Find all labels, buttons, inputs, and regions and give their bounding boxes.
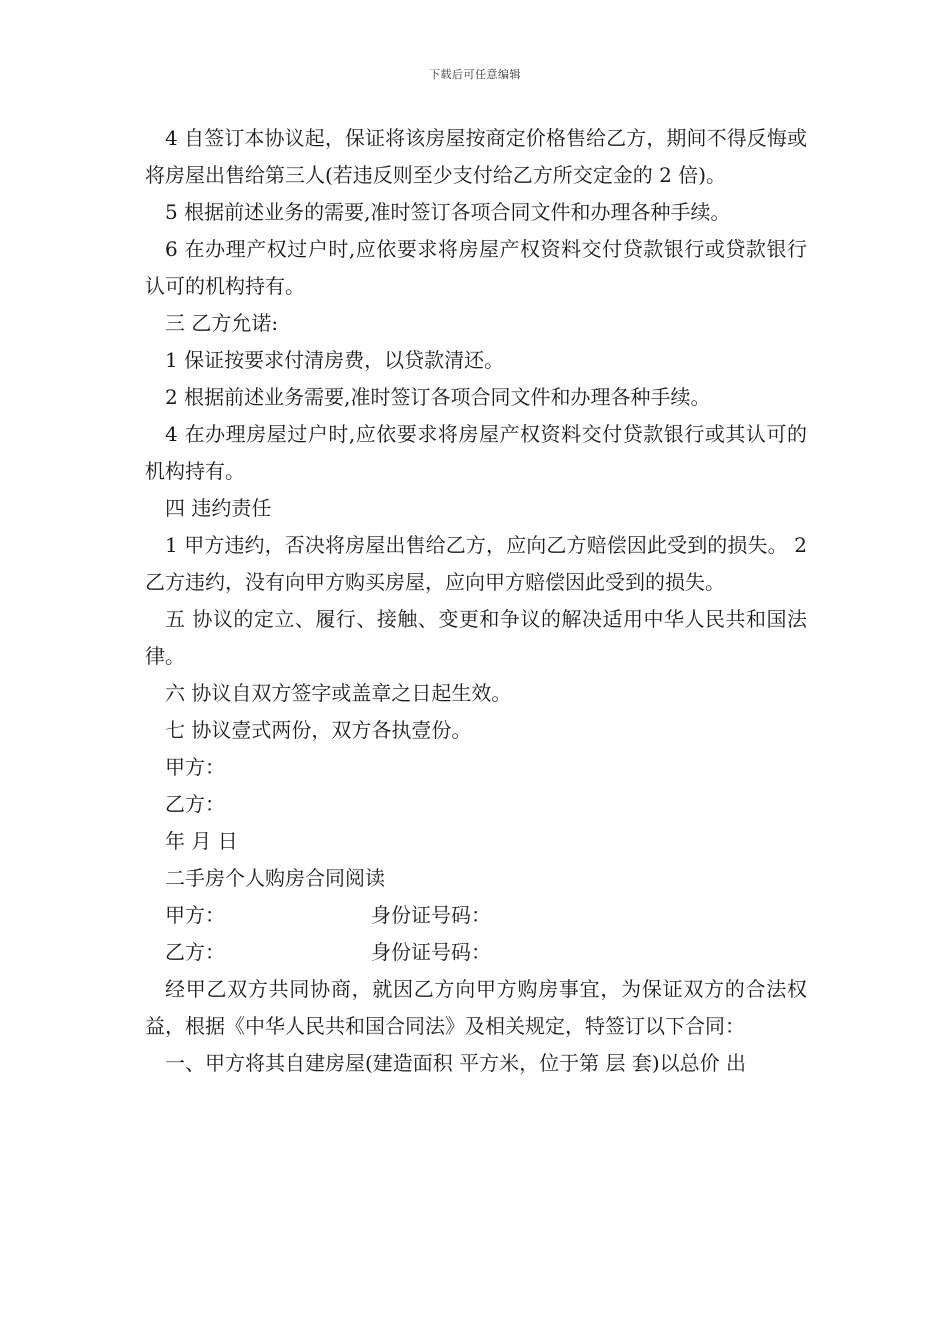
paragraph-preamble: 经甲乙双方共同协商，就因乙方向甲方购房事宜，为保证双方的合法权益，根据《中华人民共和国合同法》及相关规定，特签订以下合同： [145,977,807,1038]
party-a-id-label: 身份证号码： [371,903,491,927]
document-title: 二手房个人购房合同阅读 [165,866,385,890]
paragraph-seller-promise-4: 4 自签订本协议起，保证将该房屋按商定价格售给乙方，期间不得反悔或将房屋出售给第三人(若违反则至少支付给乙方所交定金的 2 倍)。 [145,126,807,187]
party-a-id-row [145,897,807,934]
paragraph-governing-law: 五 协议的定立、履行、接触、变更和争议的解决适用中华人民共和国法律。 [145,607,807,668]
party-b-label: 乙方： [165,940,225,964]
paragraph-buyer-promise-2: 2 根据前述业务需要,准时签订各项合同文件和办理各种手续。 [165,385,711,409]
party-a-label: 甲方： [165,903,225,927]
party-b-id-row [145,934,807,971]
header-note: 下载后可任意编辑 [429,68,521,81]
signature-party-a: 甲方： [165,755,225,779]
section-heading-liability: 四 违约责任 [165,496,272,520]
paragraph-buyer-promise-1: 1 保证按要求付清房费，以贷款清还。 [165,348,505,372]
paragraph-article-1: 一、甲方将其自建房屋(建造面积 平方米，位于第 层 套)以总价 出 [165,1051,747,1075]
paragraph-seller-promise-6: 6 在办理产权过户时,应依要求将房屋产权资料交付贷款银行或贷款银行认可的机构持有。 [145,237,807,298]
paragraph-liability: 1 甲方违约，否决将房屋出售给乙方，应向乙方赔偿因此受到的损失。 2 乙方违约，没有向甲方购买房屋，应向甲方赔偿因此受到的损失。 [145,533,807,594]
paragraph-copies: 七 协议壹式两份，双方各执壹份。 [165,718,472,742]
signature-date: 年 月 日 [165,829,238,853]
paragraph-buyer-promise-4: 4 在办理房屋过户时,应依要求将房屋产权资料交付贷款银行或其认可的机构持有。 [145,422,807,483]
signature-party-b: 乙方： [165,792,225,816]
paragraph-seller-promise-5: 5 根据前述业务的需要,准时签订各项合同文件和办理各种手续。 [165,200,731,224]
party-b-id-label: 身份证号码： [371,940,491,964]
section-heading-buyer-promises: 三 乙方允诺: [165,311,279,335]
document-body [145,120,807,1082]
paragraph-effective: 六 协议自双方签字或盖章之日起生效。 [165,681,512,705]
